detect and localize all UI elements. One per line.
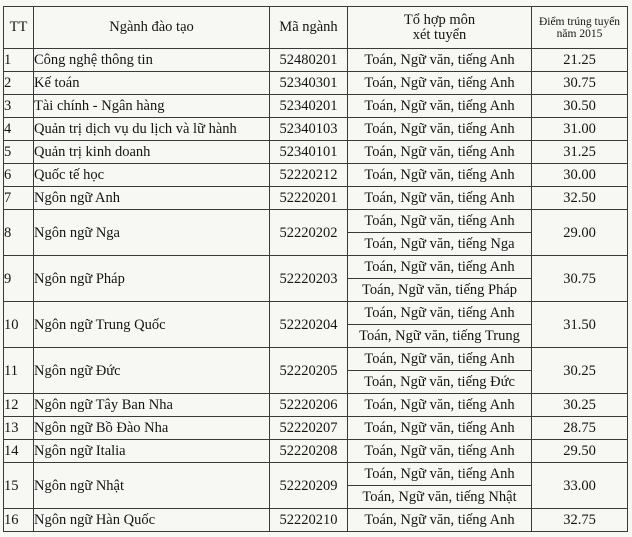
header-combination-line2: xét tuyển	[412, 26, 467, 43]
major-code: 52220205	[270, 348, 348, 394]
table-row	[4, 256, 628, 279]
subject-combination: Toán, Ngữ văn, tiếng Anh	[348, 164, 532, 187]
subject-combination: Toán, Ngữ văn, tiếng Pháp	[348, 279, 532, 302]
row-number: 3	[4, 95, 34, 118]
row-number: 4	[4, 118, 34, 141]
row-number: 9	[4, 256, 34, 302]
row-number: 13	[4, 417, 34, 440]
subject-combination: Toán, Ngữ văn, tiếng Anh	[348, 417, 532, 440]
row-number: 6	[4, 164, 34, 187]
subject-combination: Toán, Ngữ văn, tiếng Nga	[348, 233, 532, 256]
header-major: Ngành đào tạo	[34, 7, 270, 49]
table-row	[4, 118, 628, 141]
subject-combination: Toán, Ngữ văn, tiếng Anh	[348, 49, 532, 72]
table-row	[4, 394, 628, 417]
table-row	[4, 164, 628, 187]
admission-score: 33.00	[532, 463, 628, 509]
admission-score: 31.00	[532, 118, 628, 141]
table-row	[4, 210, 628, 233]
table-row	[4, 72, 628, 95]
table-row	[4, 348, 628, 371]
major-code: 52220208	[270, 440, 348, 463]
admission-score: 21.25	[532, 49, 628, 72]
table-body	[4, 49, 628, 532]
table-row	[4, 440, 628, 463]
major-name: Ngôn ngữ Đức	[34, 348, 270, 394]
major-code: 52220209	[270, 463, 348, 509]
admission-score: 30.00	[532, 164, 628, 187]
major-code: 52220203	[270, 256, 348, 302]
subject-combination: Toán, Ngữ văn, tiếng Nhật	[348, 486, 532, 509]
major-name: Quản trị kinh doanh	[34, 141, 270, 164]
major-code: 52220212	[270, 164, 348, 187]
admission-score: 30.50	[532, 95, 628, 118]
header-row	[4, 7, 628, 49]
header-code: Mã ngành	[270, 7, 348, 49]
major-name: Quốc tế học	[34, 164, 270, 187]
row-number: 1	[4, 49, 34, 72]
row-number: 16	[4, 509, 34, 532]
table-row	[4, 302, 628, 325]
subject-combination: Toán, Ngữ văn, tiếng Anh	[348, 95, 532, 118]
major-name: Quản trị dịch vụ du lịch và lữ hành	[34, 118, 270, 141]
major-name: Kế toán	[34, 72, 270, 95]
admission-score: 30.75	[532, 72, 628, 95]
header-score-line2: năm 2015	[556, 27, 603, 40]
row-number: 8	[4, 210, 34, 256]
major-name: Ngôn ngữ Nga	[34, 210, 270, 256]
subject-combination: Toán, Ngữ văn, tiếng Anh	[348, 141, 532, 164]
major-code: 52220207	[270, 417, 348, 440]
major-name: Ngôn ngữ Tây Ban Nha	[34, 394, 270, 417]
admission-score: 28.75	[532, 417, 628, 440]
subject-combination: Toán, Ngữ văn, tiếng Anh	[348, 348, 532, 371]
subject-combination: Toán, Ngữ văn, tiếng Anh	[348, 210, 532, 233]
major-code: 52220202	[270, 210, 348, 256]
subject-combination: Toán, Ngữ văn, tiếng Anh	[348, 187, 532, 210]
table-row	[4, 49, 628, 72]
major-name: Ngôn ngữ Italia	[34, 440, 270, 463]
admission-score: 31.25	[532, 141, 628, 164]
admission-score: 29.00	[532, 210, 628, 256]
table-row	[4, 141, 628, 164]
subject-combination: Toán, Ngữ văn, tiếng Anh	[348, 118, 532, 141]
row-number: 14	[4, 440, 34, 463]
subject-combination: Toán, Ngữ văn, tiếng Anh	[348, 463, 532, 486]
admission-score: 32.50	[532, 187, 628, 210]
major-name: Tài chính - Ngân hàng	[34, 95, 270, 118]
table-row	[4, 509, 628, 532]
major-code: 52340301	[270, 72, 348, 95]
table-row	[4, 463, 628, 486]
row-number: 7	[4, 187, 34, 210]
admission-scores-table	[3, 6, 628, 532]
admission-score: 30.25	[532, 394, 628, 417]
subject-combination: Toán, Ngữ văn, tiếng Anh	[348, 509, 532, 532]
major-name: Ngôn ngữ Anh	[34, 187, 270, 210]
subject-combination: Toán, Ngữ văn, tiếng Anh	[348, 72, 532, 95]
major-name: Ngôn ngữ Bồ Đào Nha	[34, 417, 270, 440]
table-row	[4, 187, 628, 210]
major-code: 52220201	[270, 187, 348, 210]
row-number: 2	[4, 72, 34, 95]
row-number: 12	[4, 394, 34, 417]
admission-score: 29.50	[532, 440, 628, 463]
subject-combination: Toán, Ngữ văn, tiếng Trung	[348, 325, 532, 348]
major-code: 52340201	[270, 95, 348, 118]
header-tt: TT	[4, 7, 34, 49]
admission-score: 31.50	[532, 302, 628, 348]
row-number: 15	[4, 463, 34, 509]
header-score-line1: Điểm trúng tuyển	[538, 15, 621, 28]
subject-combination: Toán, Ngữ văn, tiếng Anh	[348, 302, 532, 325]
major-code: 52220210	[270, 509, 348, 532]
admission-score: 30.75	[532, 256, 628, 302]
admission-score: 32.75	[532, 509, 628, 532]
table-row	[4, 417, 628, 440]
header-combination-line1: Tổ hợp môn	[403, 11, 476, 28]
header-combination	[348, 7, 532, 49]
major-name: Ngôn ngữ Hàn Quốc	[34, 509, 270, 532]
row-number: 11	[4, 348, 34, 394]
header-score	[532, 7, 628, 49]
subject-combination: Toán, Ngữ văn, tiếng Anh	[348, 440, 532, 463]
major-name: Ngôn ngữ Trung Quốc	[34, 302, 270, 348]
major-code: 52220204	[270, 302, 348, 348]
major-code: 52480201	[270, 49, 348, 72]
subject-combination: Toán, Ngữ văn, tiếng Anh	[348, 256, 532, 279]
major-code: 52340103	[270, 118, 348, 141]
major-code: 52340101	[270, 141, 348, 164]
major-name: Công nghệ thông tin	[34, 49, 270, 72]
subject-combination: Toán, Ngữ văn, tiếng Anh	[348, 394, 532, 417]
subject-combination: Toán, Ngữ văn, tiếng Đức	[348, 371, 532, 394]
row-number: 5	[4, 141, 34, 164]
admission-score: 30.25	[532, 348, 628, 394]
major-name: Ngôn ngữ Nhật	[34, 463, 270, 509]
row-number: 10	[4, 302, 34, 348]
table-row	[4, 95, 628, 118]
major-name: Ngôn ngữ Pháp	[34, 256, 270, 302]
major-code: 52220206	[270, 394, 348, 417]
table-header	[4, 7, 628, 49]
